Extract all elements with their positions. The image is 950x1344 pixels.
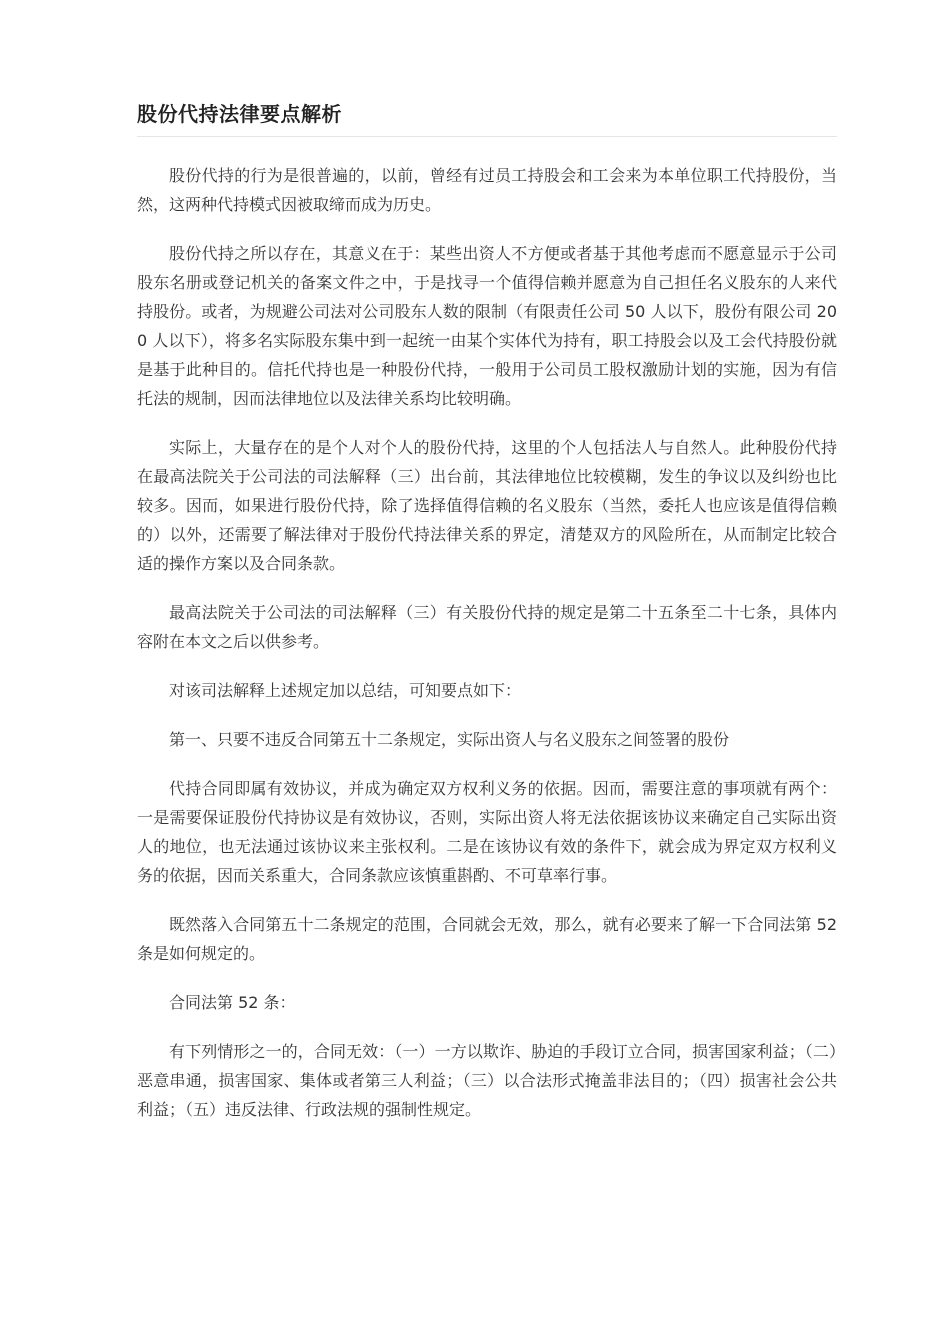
paragraph-3: 实际上，大量存在的是个人对个人的股份代持，这里的个人包括法人与自然人。此种股份代持在最高法院关于公司法的司法解释（三）出台前，其法律地位比较模糊，发生的争议以及纠纷也比较多。因而，如果进行股份代持，除了选择值得信赖的名义股东（当然，委托人也应该是值得信赖的）以外，还需要了解法律对于股份代持法律关系的界定，清楚双方的风险所在，从而制定比较合适的操作方案以及合同条款。 bbox=[137, 438, 837, 573]
paragraph-10: 有下列情形之一的，合同无效：（一）一方以欺诈、胁迫的手段订立合同，损害国家利益；（二）恶意串通，损害国家、集体或者第三人利益；（三）以合法形式掩盖非法目的；（四）损害社会公共利益；（五）违反法律、行政法规的强制性规定。 bbox=[137, 1042, 837, 1119]
paragraph-9: 合同法第 52 条： bbox=[169, 993, 296, 1012]
paragraph-2: 股份代持之所以存在，其意义在于：某些出资人不方便或者基于其他考虑而不愿意显示于公司股东名册或登记机关的备案文件之中，于是找寻一个值得信赖并愿意为自己担任名义股东的人来代持股份。或者，为规避公司法对公司股东人数的限制（有限责任公司 50 人以下，股份有限公司 200 人以下），将多名实际股东集中到一起统一由某个实体代为持有，职工持股会以及工会代持股份就是基于此种目的。信托代持也是一种股份代持，一般用于公司员工股权激励计划的实施，因为有信托法的规制，因而法律地位以及法律关系均比较明确。 bbox=[137, 244, 837, 408]
article bbox=[137, 96, 837, 1144]
paragraph-7: 代持合同即属有效协议，并成为确定双方权利义务的依据。因而，需要注意的事项就有两个：一是需要保证股份代持协议是有效协议，否则，实际出资人将无法依据该协议来确定自己实际出资人的地位，也无法通过该协议来主张权利。二是在该协议有效的条件下，就会成为界定双方权利义务的依据，因而关系重大，合同条款应该慎重斟酌、不可草率行事。 bbox=[137, 779, 837, 885]
paragraph-4: 最高法院关于公司法的司法解释（三）有关股份代持的规定是第二十五条至二十七条，具体内容附在本文之后以供参考。 bbox=[137, 603, 837, 651]
article-title: 股份代持法律要点解析 bbox=[137, 102, 342, 126]
paragraph-6: 第一、只要不违反合同第五十二条规定，实际出资人与名义股东之间签署的股份 bbox=[169, 730, 730, 749]
paragraph-8: 既然落入合同第五十二条规定的范围，合同就会无效，那么，就有必要来了解一下合同法第 52 条是如何规定的。 bbox=[137, 915, 837, 963]
paragraph-5: 对该司法解释上述规定加以总结，可知要点如下： bbox=[169, 681, 522, 700]
paragraph-1: 股份代持的行为是很普遍的，以前，曾经有过员工持股会和工会来为本单位职工代持股份，当然，这两种代持模式因被取缔而成为历史。 bbox=[137, 166, 837, 214]
title-divider bbox=[137, 136, 837, 137]
